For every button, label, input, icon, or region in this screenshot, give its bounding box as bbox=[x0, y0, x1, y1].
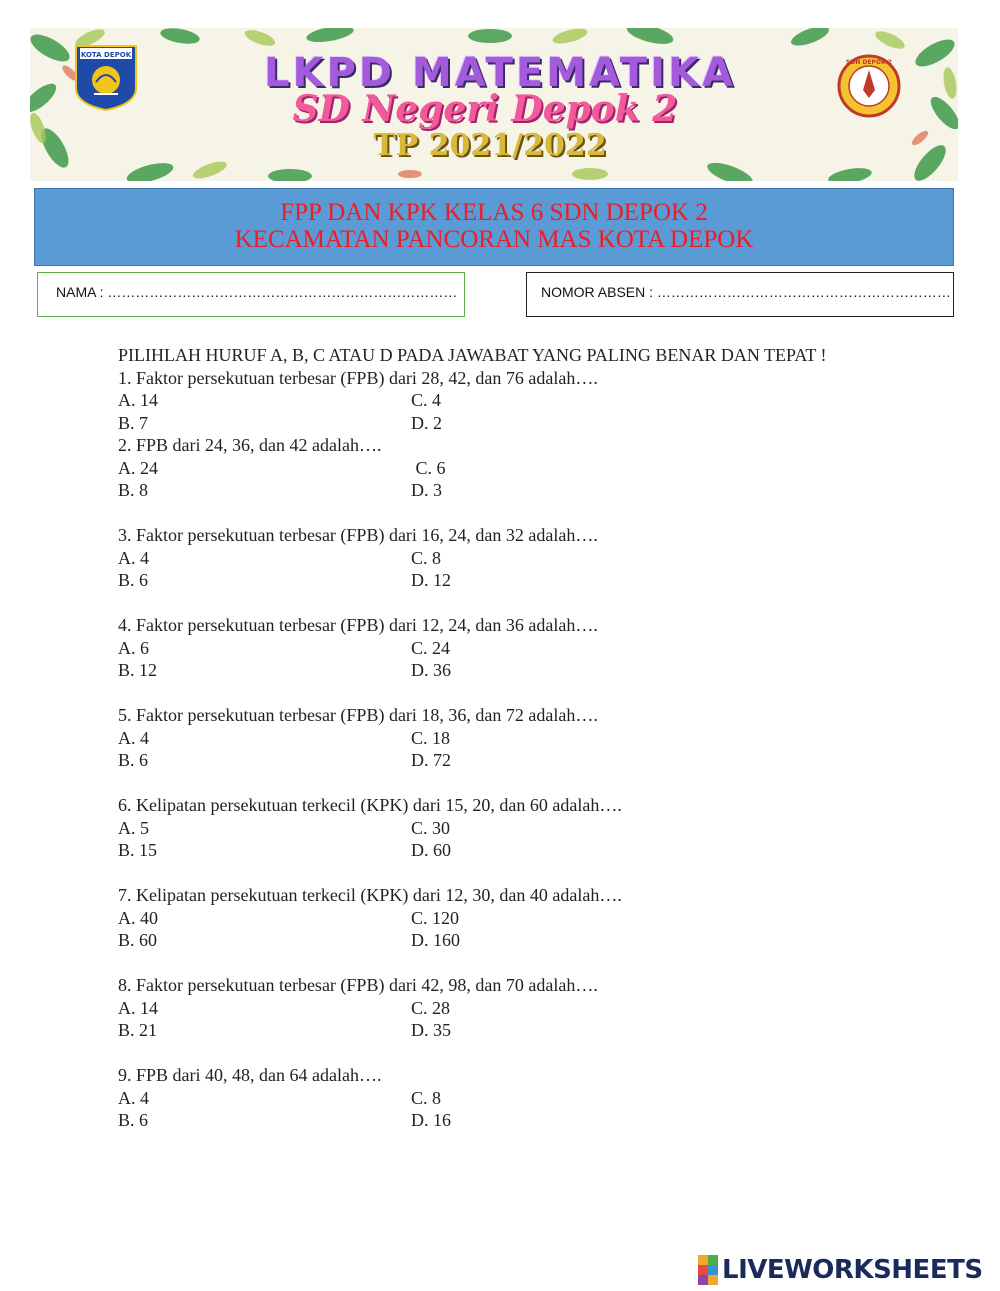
option-d[interactable]: D. 60 bbox=[411, 840, 451, 860]
svg-text:KOTA DEPOK: KOTA DEPOK bbox=[80, 51, 132, 59]
option-c[interactable]: C. 28 bbox=[411, 997, 451, 1018]
option-a[interactable]: A. 5 bbox=[118, 817, 149, 838]
question-text: 9. FPB dari 40, 48, dan 64 adalah…. bbox=[118, 1065, 382, 1085]
question-8 bbox=[118, 974, 858, 1042]
instruction-text: PILIHLAH HURUF A, B, C ATAU D PADA JAWABAT YANG PALING BENAR DAN TEPAT ! bbox=[118, 345, 827, 365]
option-c[interactable]: C. 120 bbox=[411, 907, 460, 928]
option-d[interactable]: D. 2 bbox=[411, 412, 442, 433]
option-a[interactable]: A. 40 bbox=[118, 907, 158, 928]
option-b[interactable]: B. 8 bbox=[118, 480, 149, 500]
option-d[interactable]: D. 160 bbox=[411, 930, 460, 950]
question-5 bbox=[118, 704, 858, 772]
question-6 bbox=[118, 794, 858, 862]
option-a[interactable]: A. 4 bbox=[118, 727, 149, 748]
absen-field[interactable]: NOMOR ABSEN : ……………………………………………………… bbox=[526, 272, 954, 317]
question-text: 4. Faktor persekutuan terbesar (FPB) dari 12, 24, dan 36 adalah…. bbox=[118, 615, 598, 635]
question-text: 7. Kelipatan persekutuan terkecil (KPK) dari 12, 30, dan 40 adalah…. bbox=[118, 885, 622, 905]
question-text: 5. Faktor persekutuan terbesar (FPB) dari 18, 36, dan 72 adalah…. bbox=[118, 705, 598, 725]
option-c[interactable]: C. 30 bbox=[411, 817, 451, 838]
option-a[interactable]: A. 4 bbox=[118, 1087, 149, 1108]
option-b[interactable]: B. 6 bbox=[118, 570, 149, 590]
option-c[interactable]: C. 18 bbox=[411, 727, 451, 748]
banner-title: LKPD MATEMATIKA bbox=[264, 50, 736, 96]
option-b[interactable]: B. 21 bbox=[118, 1020, 158, 1040]
option-c[interactable]: C. 8 bbox=[411, 547, 442, 568]
worksheet-heading bbox=[34, 188, 954, 266]
option-a[interactable]: A. 24 bbox=[118, 457, 158, 478]
question-3 bbox=[118, 524, 858, 592]
option-c[interactable]: C. 24 bbox=[411, 637, 451, 658]
question-text: 6. Kelipatan persekutuan terkecil (KPK) dari 15, 20, dan 60 adalah…. bbox=[118, 795, 622, 815]
svg-text:SDN DEPOK 2: SDN DEPOK 2 bbox=[846, 59, 892, 66]
banner-school: SD Negeri Depok 2 bbox=[292, 88, 678, 130]
questions-section bbox=[118, 344, 858, 1132]
option-a[interactable]: A. 14 bbox=[118, 390, 158, 410]
liveworksheets-logo bbox=[698, 1254, 983, 1286]
kota-depok-logo bbox=[70, 42, 142, 112]
option-b[interactable]: B. 6 bbox=[118, 1110, 149, 1130]
question-1 bbox=[118, 367, 858, 435]
question-9 bbox=[118, 1064, 858, 1132]
liveworksheets-text: LIVEWORKSHEETS bbox=[722, 1255, 983, 1285]
question-4 bbox=[118, 614, 858, 682]
option-c[interactable]: C. 6 bbox=[411, 457, 446, 478]
question-7 bbox=[118, 884, 858, 952]
question-text: 3. Faktor persekutuan terbesar (FPB) dari 16, 24, dan 32 adalah…. bbox=[118, 525, 598, 545]
option-d[interactable]: D. 3 bbox=[411, 480, 442, 500]
liveworksheets-icon bbox=[698, 1255, 718, 1285]
question-2 bbox=[118, 434, 858, 502]
heading-line-1: FPP DAN KPK KELAS 6 SDN DEPOK 2 bbox=[280, 199, 708, 226]
option-a[interactable]: A. 14 bbox=[118, 997, 158, 1018]
option-b[interactable]: B. 12 bbox=[118, 660, 158, 680]
option-d[interactable]: D. 12 bbox=[411, 570, 451, 590]
option-d[interactable]: D. 36 bbox=[411, 660, 451, 680]
banner-year: TP 2021/2022 bbox=[373, 128, 607, 163]
heading-line-2: KECAMATAN PANCORAN MAS KOTA DEPOK bbox=[234, 226, 754, 253]
option-c[interactable]: C. 4 bbox=[411, 390, 442, 410]
name-field[interactable]: NAMA : ………………………………………………………………… bbox=[37, 272, 465, 317]
question-text: 2. FPB dari 24, 36, dan 42 adalah…. bbox=[118, 435, 382, 455]
option-c[interactable]: C. 8 bbox=[411, 1087, 442, 1108]
option-b[interactable]: B. 6 bbox=[118, 750, 149, 770]
option-b[interactable]: B. 7 bbox=[118, 412, 149, 433]
question-text: 1. Faktor persekutuan terbesar (FPB) dari 28, 42, dan 76 adalah…. bbox=[118, 367, 598, 388]
option-a[interactable]: A. 6 bbox=[118, 637, 149, 658]
option-d[interactable]: D. 72 bbox=[411, 750, 451, 770]
option-b[interactable]: B. 15 bbox=[118, 840, 158, 860]
question-text: 8. Faktor persekutuan terbesar (FPB) dari 42, 98, dan 70 adalah…. bbox=[118, 975, 598, 995]
option-a[interactable]: A. 4 bbox=[118, 547, 149, 568]
option-d[interactable]: D. 16 bbox=[411, 1110, 451, 1130]
option-d[interactable]: D. 35 bbox=[411, 1020, 451, 1040]
option-b[interactable]: B. 60 bbox=[118, 930, 158, 950]
header-banner bbox=[30, 28, 958, 181]
sdn-depok-2-logo bbox=[833, 54, 905, 118]
